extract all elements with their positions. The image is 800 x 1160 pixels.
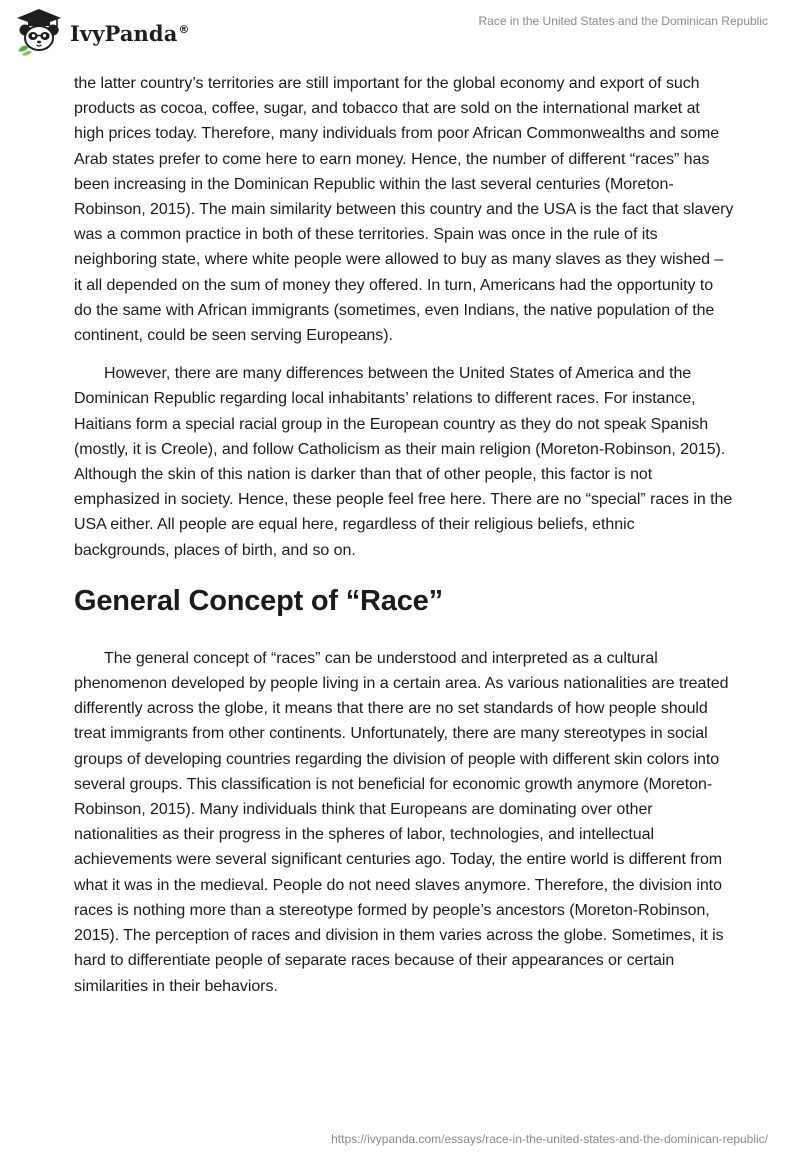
- page-header: [0, 0, 800, 66]
- paragraph-continuation: the latter country’s territories are still important for the global economy and export of such products as cocoa, coffee, sugar, and tobacco that are sold on the international market at high prices today. Therefore, many individuals from poor African Commonwealths and some Arab states prefer to come here to earn money. Hence, the number of different “races” has been increasing in the Dominican Republic within the last several centuries (Moreton-Robinson, 2015). The main similarity between this country and the USA is the fact that slavery was a common practice in both of these territories. Spain was once in the rule of its neighboring state, where white people were allowed to buy as many slaves as they wished – it all depended on the sum of money they offered. In turn, Americans had the opportunity to do the same with African immigrants (sometimes, even Indians, the native population of the continent, could be seen serving Europeans).: [74, 75, 734, 345]
- brand-logo[interactable]: [14, 7, 194, 57]
- source-url[interactable]: https://ivypanda.com/essays/race-in-the-united-states-and-the-dominican-republic/: [331, 1132, 768, 1146]
- document-title: Race in the United States and the Dominican Republic: [478, 14, 768, 28]
- section-heading: General Concept of “Race”: [74, 584, 443, 617]
- paragraph-spacer: [74, 348, 734, 361]
- essay-body: [74, 71, 734, 999]
- brand-name: IvyPanda®: [70, 20, 190, 46]
- paragraph-differences: However, there are many differences between the United States of America and the Dominican Republic regarding local inhabitants’ relations to different races. For instance, Haitians form a special racial group in the European country as they do not speak Spanish (mostly, it is Creole), and follow Catholicism as their main religion (Moreton-Robinson, 2015). Although the skin of this nation is darker than that of other people, this factor is not emphasized in society. Hence, these people feel free here. There are no “special” races in the USA either. All people are equal here, regardless of their religious beliefs, ethnic backgrounds, places of birth, and so on.: [74, 365, 733, 559]
- panda-graduate-icon: [14, 7, 64, 57]
- paragraph-general-concept: The general concept of “races” can be understood and interpreted as a cultural phenomenon developed by people living in a certain area. As various nationalities are treated differently across the globe, it means that there are no set standards of how people should treat immigrants from other continents. Unfortunately, there are many stereotypes in social groups of developing countries regarding the division of people with different skin colors into several groups. This classification is not beneficial for economic growth anymore (Moreton-Robinson, 2015). Many individuals think that Europeans are dominating over other nationalities as their progress in the spheres of labor, technologies, and intellectual achievements were several significant centuries ago. Today, the entire world is different from what it was in the medieval. People do not need slaves anymore. Therefore, the division into races is nothing more than a stereotype formed by people’s ancestors (Moreton-Robinson, 2015). The perception of races and division in them varies across the globe. Sometimes, it is hard to differentiate people of separate races because of their appearances or certain similarities in their behaviors.: [74, 649, 729, 995]
- registered-mark: ®: [178, 22, 190, 36]
